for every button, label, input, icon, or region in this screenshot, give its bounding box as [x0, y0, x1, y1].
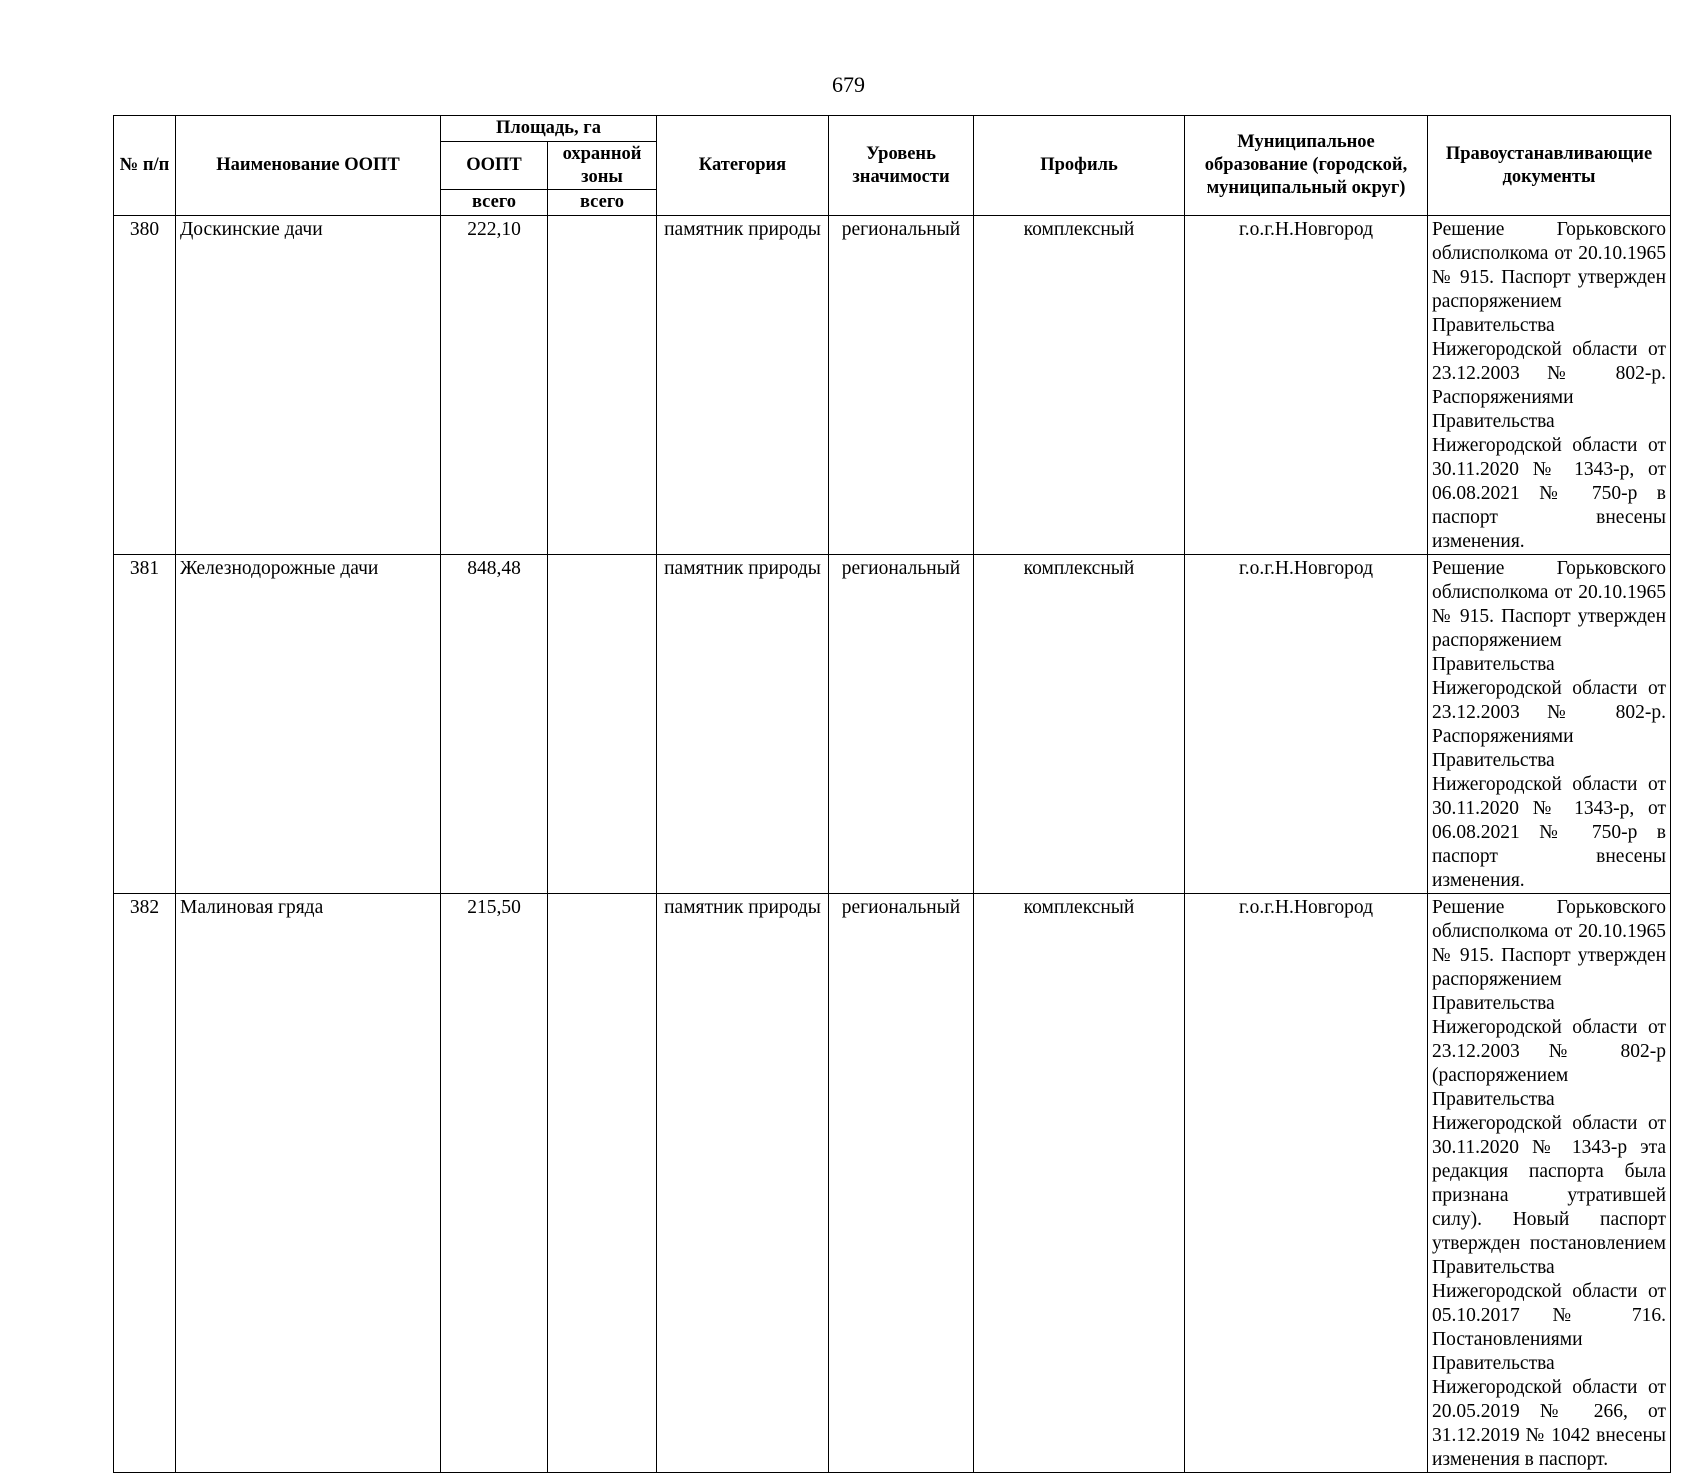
table-row: [114, 555, 1671, 894]
header-area-group: Площадь, га: [441, 116, 657, 142]
cell-area-total: 222,10: [441, 216, 548, 555]
cell-documents: Решение Горьковского облисполкома от 20.10.1965 № 915. Паспорт утвержден распоряжением Правительства Нижегородской области от 23.12.2003 № 802-р. Распоряжениями Правительства Нижегородской области от 30.11.2020 № 1343-р, от 06.08.2021 № 750-р в паспорт внесены изменения.: [1428, 555, 1671, 894]
header-level: Уровень значимости: [829, 116, 974, 216]
cell-level: региональный: [829, 216, 974, 555]
table-row: [114, 216, 1671, 555]
oopt-registry-table: [113, 115, 1671, 1473]
header-category: Категория: [657, 116, 829, 216]
table-row: [114, 894, 1671, 1473]
cell-municipality: г.о.г.Н.Новгород: [1185, 555, 1428, 894]
cell-category: памятник природы: [657, 555, 829, 894]
cell-documents: Решение Горьковского облисполкома от 20.10.1965 № 915. Паспорт утвержден распоряжением Правительства Нижегородской области от 23.12.2003 № 802-р. Распоряжениями Правительства Нижегородской области от 30.11.2020 № 1343-р, от 06.08.2021 № 750-р в паспорт внесены изменения.: [1428, 216, 1671, 555]
cell-number: 381: [114, 555, 176, 894]
header-documents: Правоустанавливающие документы: [1428, 116, 1671, 216]
cell-level: региональный: [829, 555, 974, 894]
header-area-oopt-total: всего: [441, 190, 548, 216]
cell-profile: комплексный: [974, 555, 1185, 894]
cell-number: 380: [114, 216, 176, 555]
cell-municipality: г.о.г.Н.Новгород: [1185, 216, 1428, 555]
cell-area-total: 848,48: [441, 555, 548, 894]
cell-name: Малиновая гряда: [176, 894, 441, 1473]
cell-zone-total: [548, 894, 657, 1473]
cell-number: 382: [114, 894, 176, 1473]
cell-documents: Решение Горьковского облисполкома от 20.10.1965 № 915. Паспорт утвержден распоряжением Правительства Нижегородской области от 23.12.2003 № 802-р (распоряжением Правительства Нижегородской области от 30.11.2020 № 1343-р эта редакция паспорта была признана утратившей силу). Новый паспорт утвержден постановлением Правительства Нижегородской области от 05.10.2017 № 716. Постановлениями Правительства Нижегородской области от 20.05.2019 № 266, от 31.12.2019 № 1042 внесены изменения в паспорт.: [1428, 894, 1671, 1473]
cell-category: памятник природы: [657, 894, 829, 1473]
cell-municipality: г.о.г.Н.Новгород: [1185, 894, 1428, 1473]
cell-name: Доскинские дачи: [176, 216, 441, 555]
cell-profile: комплексный: [974, 894, 1185, 1473]
cell-name: Железнодорожные дачи: [176, 555, 441, 894]
cell-profile: комплексный: [974, 216, 1185, 555]
header-municipality: Муниципальное образование (городской, муниципальный округ): [1185, 116, 1428, 216]
cell-zone-total: [548, 555, 657, 894]
cell-category: памятник природы: [657, 216, 829, 555]
header-num: № п/п: [114, 116, 176, 216]
header-area-zone-total: всего: [548, 190, 657, 216]
header-area-zone: охранной зоны: [548, 142, 657, 190]
cell-zone-total: [548, 216, 657, 555]
page-number: 679: [832, 72, 865, 97]
header-area-oopt: ООПТ: [441, 142, 548, 190]
cell-area-total: 215,50: [441, 894, 548, 1473]
header-name: Наименование ООПТ: [176, 116, 441, 216]
header-profile: Профиль: [974, 116, 1185, 216]
cell-level: региональный: [829, 894, 974, 1473]
